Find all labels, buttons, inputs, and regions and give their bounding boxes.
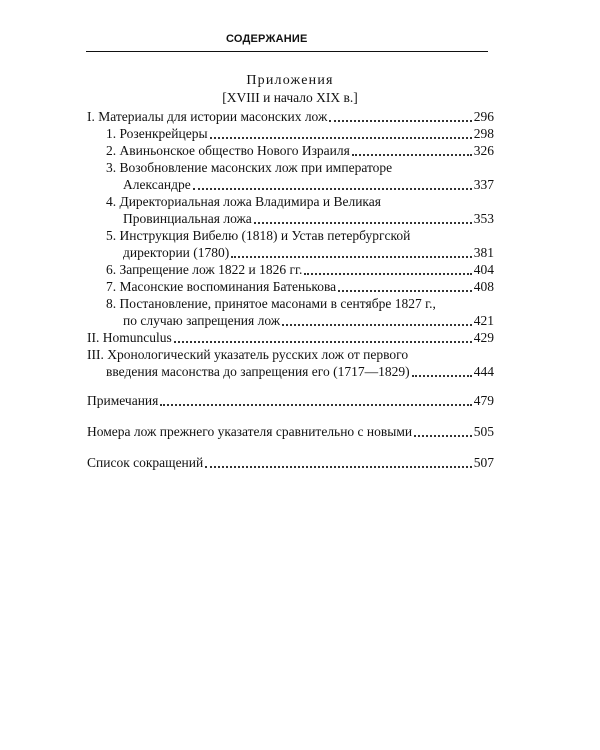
toc-entry[interactable] — [87, 424, 494, 440]
toc-entry-label: III. Хронологический указатель русских лож от первого — [87, 347, 409, 362]
toc-page-number: 404 — [473, 262, 494, 277]
leader-dots — [352, 154, 472, 156]
leader-dots — [193, 188, 472, 190]
toc-entry-label: Номера лож прежнего указателя сравнительно с новыми — [87, 424, 413, 439]
toc-entry[interactable] — [123, 313, 494, 329]
toc-entry[interactable] — [87, 330, 494, 346]
toc-page-number: 296 — [473, 109, 494, 124]
toc-entry[interactable] — [106, 126, 494, 142]
section-subtitle: [XVIII и начало XIX в.] — [222, 90, 358, 105]
toc-entry-label-cont: Александре — [123, 177, 191, 192]
leader-dots — [210, 137, 472, 139]
toc-entry-label-cont: Провинциальная ложа — [123, 211, 252, 226]
leader-dots — [254, 222, 472, 224]
toc-page-number: 421 — [473, 313, 494, 328]
section-title: Приложения — [246, 73, 334, 88]
toc-page-number: 444 — [473, 364, 494, 379]
toc-entry-label: 5. Инструкция Вибелю (1818) и Устав петербургской — [106, 228, 411, 243]
toc-entry[interactable] — [87, 455, 494, 471]
leader-dots — [329, 120, 471, 122]
toc-entry-label: Примечания — [87, 393, 159, 408]
toc-entry-label: 1. Розенкрейцеры — [106, 126, 208, 141]
toc-entry[interactable] — [123, 245, 494, 261]
leader-dots — [414, 435, 472, 437]
toc-page-number: 337 — [473, 177, 494, 192]
toc-entry-label: Список сокращений — [87, 455, 204, 470]
toc-entry[interactable] — [106, 262, 494, 278]
toc-page-number: 429 — [473, 330, 494, 345]
leader-dots — [338, 290, 472, 292]
toc-entry-label: 7. Масонские воспоминания Батенькова — [106, 279, 337, 294]
toc-page-number: 353 — [473, 211, 494, 226]
toc-entry-label: 3. Возобновление масонских лож при императоре — [106, 160, 393, 175]
toc-entry-label-cont: по случаю запрещения лож — [123, 313, 281, 328]
toc-entry-label: I. Материалы для истории масонских лож — [87, 109, 328, 124]
toc-entry-label-cont: директории (1780) — [123, 245, 230, 260]
toc-entry[interactable] — [87, 109, 494, 125]
leader-dots — [282, 324, 472, 326]
leader-dots — [205, 466, 472, 468]
running-head: СОДЕРЖАНИЕ — [226, 33, 308, 45]
toc-page-number: 381 — [473, 245, 494, 260]
toc-entry[interactable] — [106, 143, 494, 159]
toc-entry[interactable] — [106, 279, 494, 295]
toc-entry-label: 6. Запрещение лож 1822 и 1826 гг. — [106, 262, 303, 277]
leader-dots — [231, 256, 471, 258]
leader-dots — [304, 273, 471, 275]
toc-page-number: 505 — [473, 424, 494, 439]
toc-page-number: 298 — [473, 126, 494, 141]
leader-dots — [174, 341, 472, 343]
toc-page-number: 479 — [473, 393, 494, 408]
toc-page-number: 326 — [473, 143, 494, 158]
toc-page-number: 408 — [473, 279, 494, 294]
toc-entry[interactable] — [87, 393, 494, 409]
toc-entry[interactable] — [106, 364, 494, 380]
toc-entry-label: II. Homunculus — [87, 330, 172, 345]
leader-dots — [412, 375, 472, 377]
toc-entry[interactable] — [123, 177, 494, 193]
toc-entry-label: 4. Директориальная ложа Владимира и Великая — [106, 194, 381, 209]
leader-dots — [160, 404, 471, 406]
toc-entry-label: 8. Постановление, принятое масонами в сентябре 1827 г., — [106, 296, 436, 311]
toc-entry[interactable] — [123, 211, 494, 227]
toc-page-number: 507 — [473, 455, 494, 470]
toc-entry-label-cont: введения масонства до запрещения его (1717—1829) — [106, 364, 410, 379]
toc-entry-label: 2. Авиньонское общество Нового Израиля — [106, 143, 350, 158]
